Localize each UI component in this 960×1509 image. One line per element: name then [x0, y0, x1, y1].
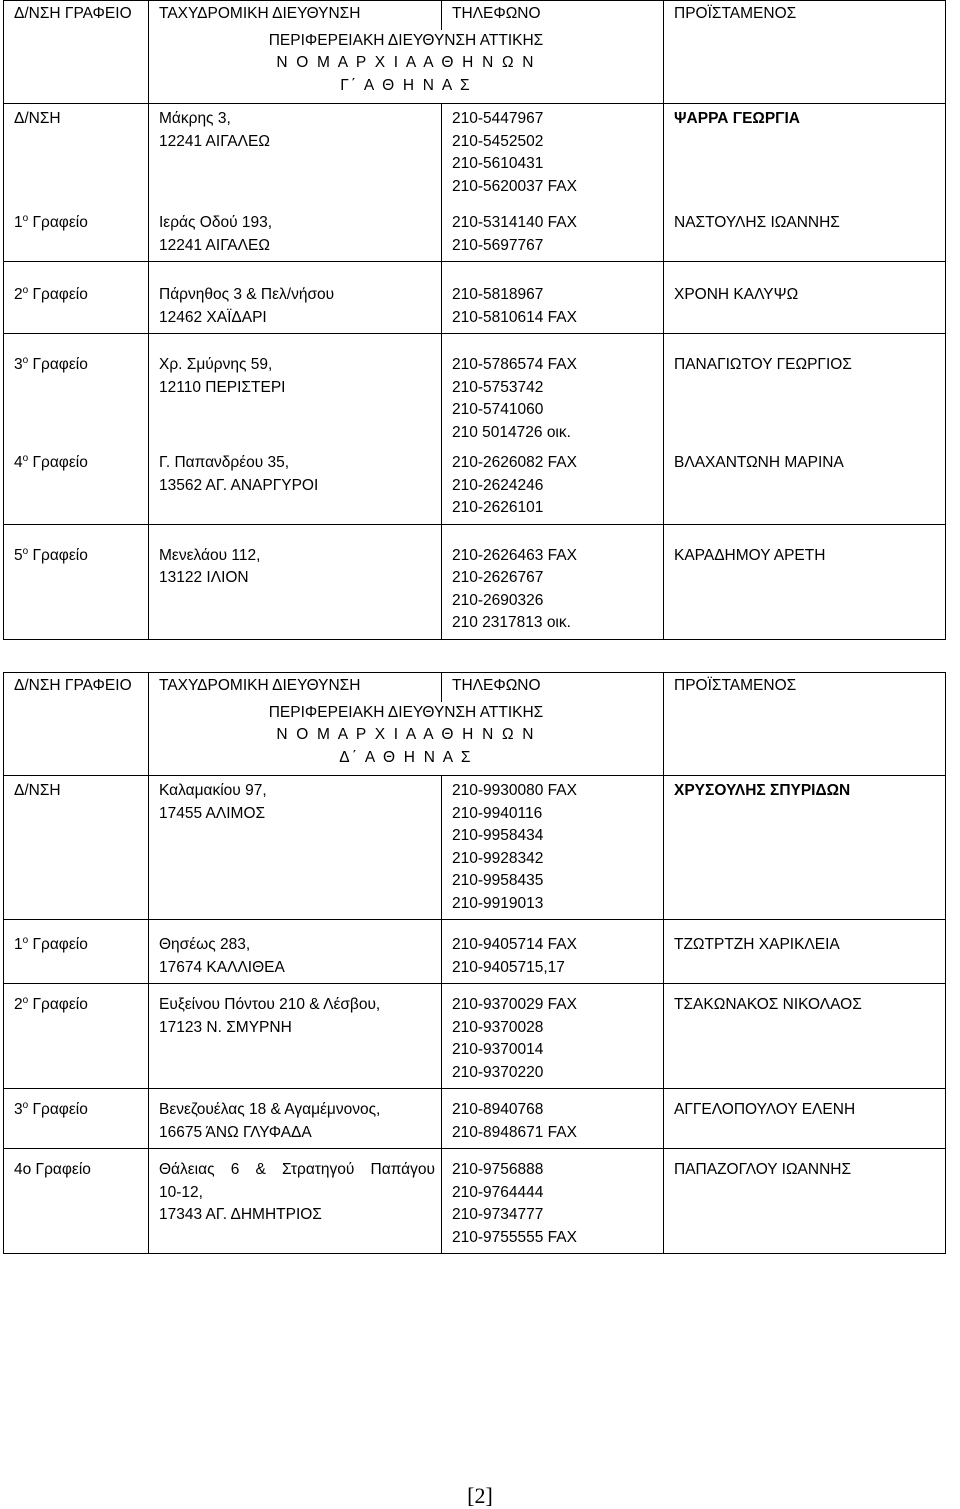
- address-line: Μενελάου 112,: [159, 546, 261, 564]
- phone-line: 210-5447967: [452, 110, 544, 127]
- region-line: ΠΕΡΙΦΕΡΕΙΑΚΗ ΔΙΕΥΘΥΝΣΗ ΑΤΤΙΚΗΣ: [268, 31, 544, 49]
- phone-line: 210-9930080 FAX: [452, 782, 577, 799]
- phone-line: 210-9755555 FAX: [452, 1228, 577, 1246]
- phone-line: 210-9370014: [452, 1041, 544, 1058]
- office-label: 5: [14, 546, 23, 564]
- header-phone: ΤΗΛΕΦΩΝΟ: [442, 673, 664, 702]
- address-line: Θάλειας 6 & Στρατηγού Παπάγου: [159, 1161, 435, 1178]
- office-label: 1: [14, 936, 23, 953]
- header-head: ΠΡΟΪΣΤΑΜΕΝΟΣ: [664, 673, 946, 702]
- phone-line: 210-5741060: [452, 401, 544, 418]
- office-ordinal: ο: [22, 453, 29, 464]
- head-cell: [664, 776, 946, 920]
- phone-line: 210-5452502: [452, 132, 544, 150]
- head-cell: [664, 262, 946, 334]
- phone-cell: [442, 984, 664, 1089]
- region-spacer: [664, 702, 946, 776]
- phone-line: 210-2626463 FAX: [452, 546, 577, 564]
- head-name: ΧΡΥΣΟΥΛΗΣ ΣΠΥΡΙΔΩΝ: [674, 782, 851, 799]
- head-name: ΧΡΟΝΗ ΚΑΛΥΨΩ: [674, 286, 799, 303]
- phone-cell: [442, 1089, 664, 1149]
- address-cell: [149, 920, 442, 984]
- head-cell: [664, 524, 946, 639]
- office-ordinal: ο: [22, 213, 29, 224]
- head-name: ΨΑΡΡΑ ΓΕΩΡΓΙΑ: [674, 110, 800, 127]
- address-line: 13122 ΙΛΙΟΝ: [159, 569, 249, 586]
- head-cell: [664, 202, 946, 262]
- address-line: 10-12,: [159, 1183, 203, 1201]
- office-cell: [4, 104, 149, 203]
- phone-line: 210-8948671 FAX: [452, 1123, 577, 1141]
- phone-line: 210-5610431: [452, 155, 544, 172]
- phone-line: 210-5753742: [452, 378, 544, 396]
- office-label: 4: [14, 454, 23, 471]
- head-cell: [664, 920, 946, 984]
- head-name: ΝΑΣΤΟΥΛΗΣ ΙΩΑΝΝΗΣ: [674, 214, 840, 231]
- phone-cell: [442, 104, 664, 203]
- head-cell: [664, 448, 946, 524]
- office-cell: [4, 524, 149, 639]
- header-row: [4, 1, 946, 30]
- phone-cell: [442, 334, 664, 449]
- region-line: Ν Ο Μ Α Ρ Χ Ι Α Α Θ Η Ν Ω Ν: [276, 54, 536, 71]
- head-name: ΤΖΩΤΡΤΖΗ ΧΑΡΙΚΛΕΙΑ: [674, 936, 840, 953]
- directory-table-2: [3, 672, 946, 1254]
- address-line: 13562 ΑΓ. ΑΝΑΡΓΥΡΟΙ: [159, 476, 319, 494]
- address-line: Θησέως 283,: [159, 936, 251, 953]
- phone-cell: [442, 920, 664, 984]
- office-ordinal: ο: [22, 545, 29, 557]
- office-label: Δ/ΝΣΗ: [14, 110, 61, 127]
- region-row: [4, 30, 946, 104]
- address-line: 16675 ΆΝΩ ΓΛΥΦΑΔΑ: [159, 1123, 312, 1141]
- address-line: 12241 ΑΙΓΑΛΕΩ: [159, 236, 270, 254]
- head-cell: [664, 104, 946, 203]
- head-cell: [664, 1089, 946, 1149]
- office-label: 2: [14, 996, 23, 1013]
- office-ordinal: ο: [22, 995, 29, 1006]
- phone-line: 210-2626101: [452, 499, 544, 516]
- header-row: [4, 673, 946, 702]
- office-suffix: Γραφείο: [28, 996, 88, 1013]
- address-cell: [149, 984, 442, 1089]
- phone-line: 210-9958434: [452, 827, 544, 844]
- region-spacer: [664, 30, 946, 104]
- table-row: [4, 104, 946, 203]
- office-suffix: Γραφείο: [28, 214, 88, 231]
- office-label: 2: [14, 286, 23, 303]
- phone-line: 210-2624246: [452, 476, 544, 494]
- region-title: [149, 702, 664, 776]
- header-address: ΤΑΧΥΔΡΟΜΙΚΗ ΔΙΕΥΘΥΝΣΗ: [149, 673, 442, 702]
- region-spacer: [4, 30, 149, 104]
- office-ordinal: ο: [22, 1100, 29, 1111]
- phone-line: 210-9928342: [452, 849, 544, 867]
- header-phone: ΤΗΛΕΦΩΝΟ: [442, 1, 664, 30]
- office-label: 4ο Γραφείο: [14, 1161, 91, 1178]
- address-cell: [149, 776, 442, 920]
- head-name: ΠΑΠΑΖΟΓΛΟΥ ΙΩΑΝΝΗΣ: [674, 1161, 852, 1178]
- directory-table-1: [3, 0, 946, 640]
- address-cell: [149, 334, 442, 449]
- header-office: Δ/ΝΣΗ ΓΡΑΦΕΙΟ: [4, 673, 149, 702]
- phone-line: 210-2626767: [452, 569, 544, 586]
- region-line: ΠΕΡΙΦΕΡΕΙΑΚΗ ΔΙΕΥΘΥΝΣΗ ΑΤΤΙΚΗΣ: [268, 703, 544, 721]
- office-cell: [4, 334, 149, 449]
- phone-cell: [442, 262, 664, 334]
- phone-line: 210-9734777: [452, 1206, 544, 1223]
- phone-line: 210-2690326: [452, 591, 544, 609]
- phone-line: 210-5818967: [452, 286, 544, 303]
- office-label: 3: [14, 1101, 23, 1118]
- office-cell: [4, 984, 149, 1089]
- table-row: [4, 262, 946, 334]
- phone-cell: [442, 448, 664, 524]
- office-suffix: Γραφείο: [28, 356, 88, 373]
- office-cell: [4, 1089, 149, 1149]
- phone-line: 210-9405715,17: [452, 958, 565, 976]
- phone-line: 210-9958435: [452, 872, 544, 889]
- region-line: Δ΄ Α Θ Η Ν Α Σ: [339, 748, 473, 766]
- address-line: 12110 ΠΕΡΙΣΤΕΡΙ: [159, 378, 286, 396]
- table-row: [4, 448, 946, 524]
- table-row: [4, 776, 946, 920]
- office-ordinal: ο: [22, 285, 29, 296]
- phone-cell: [442, 1149, 664, 1254]
- address-line: Μάκρης 3,: [159, 110, 231, 127]
- phone-line: 210-9405714 FAX: [452, 936, 577, 953]
- office-suffix: Γραφείο: [28, 936, 88, 953]
- office-cell: [4, 920, 149, 984]
- phone-line: 210-9756888: [452, 1161, 544, 1178]
- table-row: [4, 202, 946, 262]
- header-address: ΤΑΧΥΔΡΟΜΙΚΗ ΔΙΕΥΘΥΝΣΗ: [149, 1, 442, 30]
- office-suffix: Γραφείο: [28, 286, 88, 303]
- office-label: Δ/ΝΣΗ: [14, 782, 61, 799]
- table-row: [4, 524, 946, 639]
- office-ordinal: ο: [22, 935, 29, 946]
- region-spacer: [4, 702, 149, 776]
- head-cell: [664, 1149, 946, 1254]
- address-line: 17343 ΑΓ. ΔΗΜΗΤΡΙΟΣ: [159, 1206, 322, 1223]
- phone-line: 210 5014726 οικ.: [452, 423, 571, 441]
- address-line: Ιεράς Οδού 193,: [159, 214, 273, 231]
- office-cell: [4, 202, 149, 262]
- address-line: Χρ. Σμύρνης 59,: [159, 356, 273, 373]
- address-cell: [149, 262, 442, 334]
- phone-cell: [442, 202, 664, 262]
- page-number: [2]: [467, 1483, 493, 1508]
- office-label: 3: [14, 356, 23, 373]
- head-name: ΠΑΝΑΓΙΩΤΟΥ ΓΕΩΡΓΙΟΣ: [674, 356, 852, 373]
- address-line: Βενεζουέλας 18 & Αγαμέμνονος,: [159, 1101, 381, 1118]
- region-row: [4, 702, 946, 776]
- address-line: Πάρνηθος 3 & Πελ/νήσου: [159, 286, 335, 303]
- address-line: 17455 ΑΛΙΜΟΣ: [159, 804, 266, 822]
- table-row: [4, 920, 946, 984]
- head-name: ΒΛΑΧΑΝΤΩΝΗ ΜΑΡΙΝΑ: [674, 454, 844, 471]
- head-name: ΑΓΓΕΛΟΠΟΥΛΟΥ ΕΛΕΝΗ: [674, 1101, 856, 1118]
- phone-line: 210-9370220: [452, 1063, 544, 1081]
- head-name: ΚΑΡΑΔΗΜΟΥ ΑΡΕΤΗ: [674, 546, 826, 564]
- office-cell: [4, 776, 149, 920]
- office-label: 1: [14, 214, 23, 231]
- head-name: ΤΣΑΚΩΝΑΚΟΣ ΝΙΚΟΛΑΟΣ: [674, 996, 862, 1013]
- phone-line: 210-8940768: [452, 1101, 544, 1118]
- office-cell: [4, 448, 149, 524]
- phone-line: 210-9370028: [452, 1018, 544, 1036]
- phone-cell: [442, 524, 664, 639]
- header-head: ΠΡΟΪΣΤΑΜΕΝΟΣ: [664, 1, 946, 30]
- region-line: Ν Ο Μ Α Ρ Χ Ι Α Α Θ Η Ν Ω Ν: [276, 726, 536, 743]
- head-cell: [664, 984, 946, 1089]
- region-line: Γ΄ Α Θ Η Ν Α Σ: [340, 76, 472, 94]
- office-suffix: Γραφείο: [28, 546, 88, 564]
- address-line: Ευξείνου Πόντου 210 & Λέσβου,: [159, 996, 381, 1013]
- address-cell: [149, 104, 442, 203]
- office-cell: [4, 1149, 149, 1254]
- phone-line: 210 2317813 οικ.: [452, 614, 571, 631]
- phone-line: 210-5810614 FAX: [452, 308, 577, 326]
- address-cell: [149, 1149, 442, 1254]
- phone-line: 210-9940116: [452, 804, 543, 822]
- phone-line: 210-5786574 FAX: [452, 356, 577, 373]
- address-cell: [149, 1089, 442, 1149]
- address-line: Καλαμακίου 97,: [159, 782, 267, 799]
- address-line: 12462 ΧΑΪΔΑΡΙ: [159, 308, 267, 326]
- region-title: [149, 30, 664, 104]
- phone-line: 210-9919013: [452, 894, 544, 912]
- address-cell: [149, 202, 442, 262]
- table-row: [4, 334, 946, 449]
- table-row: [4, 1149, 946, 1254]
- table-row: [4, 984, 946, 1089]
- address-line: 12241 ΑΙΓΑΛΕΩ: [159, 132, 270, 150]
- address-line: 17674 ΚΑΛΛΙΘΕΑ: [159, 958, 285, 976]
- phone-line: 210-5620037 FAX: [452, 177, 577, 195]
- office-suffix: Γραφείο: [28, 454, 88, 471]
- phone-cell: [442, 776, 664, 920]
- address-line: 17123 Ν. ΣΜΥΡΝΗ: [159, 1018, 292, 1036]
- head-cell: [664, 334, 946, 449]
- header-office: Δ/ΝΣΗ ΓΡΑΦΕΙΟ: [4, 1, 149, 30]
- address-line: Γ. Παπανδρέου 35,: [159, 454, 290, 471]
- phone-line: 210-2626082 FAX: [452, 454, 577, 471]
- office-cell: [4, 262, 149, 334]
- office-ordinal: ο: [22, 355, 29, 366]
- address-cell: [149, 524, 442, 639]
- phone-line: 210-9370029 FAX: [452, 996, 577, 1013]
- address-cell: [149, 448, 442, 524]
- table-row: [4, 1089, 946, 1149]
- phone-line: 210-5697767: [452, 236, 544, 254]
- phone-line: 210-5314140 FAX: [452, 214, 577, 231]
- phone-line: 210-9764444: [452, 1183, 544, 1201]
- office-suffix: Γραφείο: [28, 1101, 88, 1118]
